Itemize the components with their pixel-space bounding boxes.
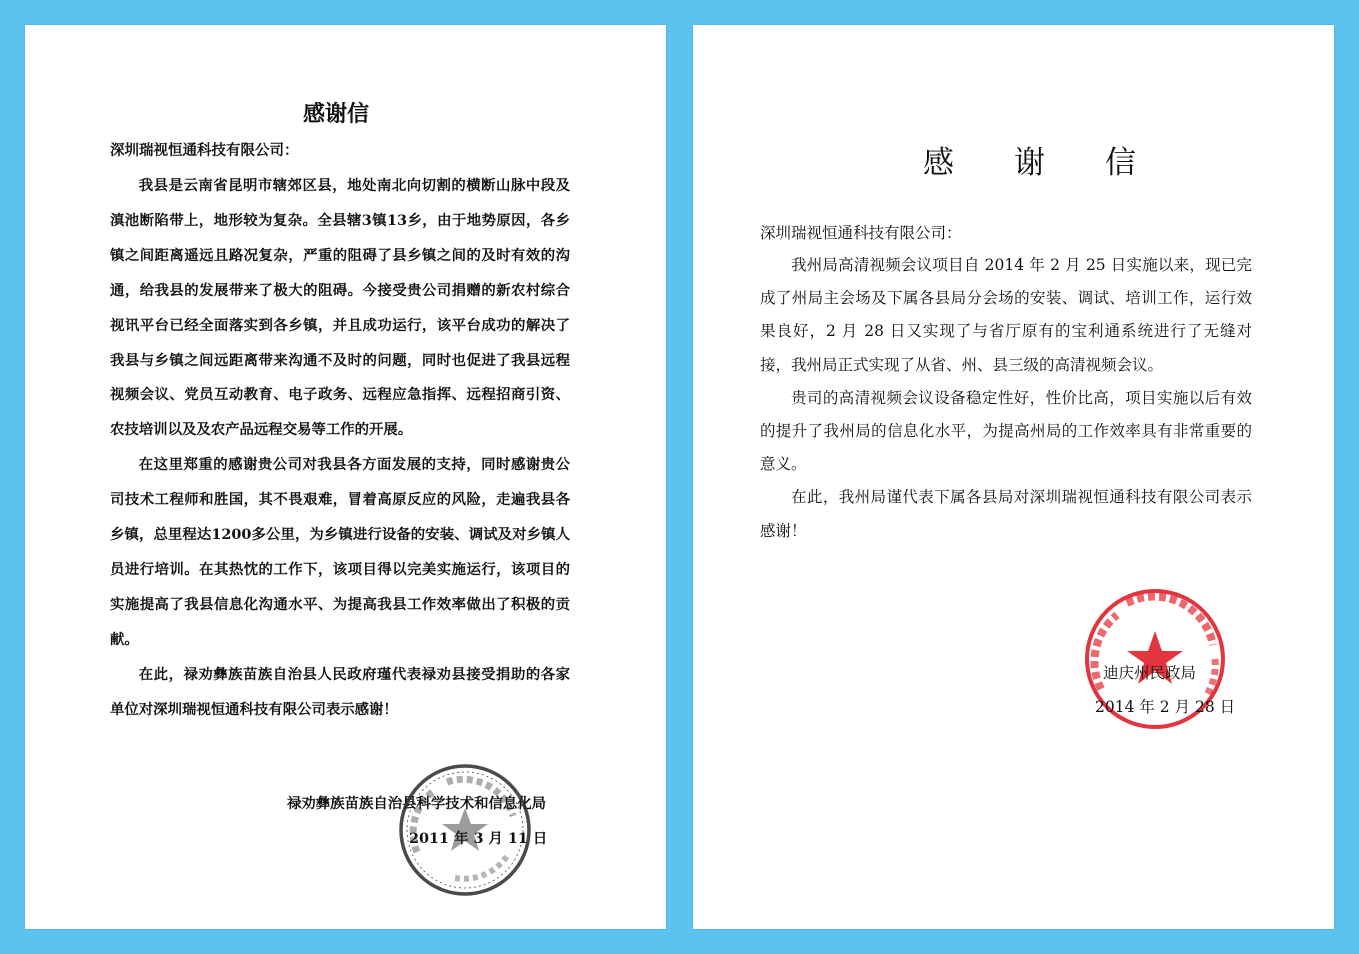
left-letter-page <box>25 25 666 929</box>
official-seal-icon <box>395 760 535 900</box>
letter-body <box>110 169 570 728</box>
right-letter-page <box>693 25 1334 929</box>
letter-signature <box>1095 661 1235 717</box>
signature-date: 2014 年 2 月 28 日 <box>1095 698 1236 716</box>
letter-paragraph-2: 贵司的高清视频会议设备稳定性好，性价比高，项目实施以后有效的提升了我州局的信息化水平，为提高州局的工作效率具有非常重要的意义。 <box>760 388 1252 474</box>
letter-body <box>760 249 1252 548</box>
letter-recipient: 深圳瑞视恒通科技有限公司： <box>110 142 299 159</box>
letter-paragraph-3: 在此，我州局谨代表下属各县局对深圳瑞视恒通科技有限公司表示感谢！ <box>760 488 1252 540</box>
letter-paragraph-2: 在这里郑重的感谢贵公司对我县各方面发展的支持，同时感谢贵公司技术工程师和胜国，其不畏艰难，冒着高原反应的风险，走遍我县各乡镇，总里程达1200多公里，为乡镇进行设备的安装、调试及对乡镇人员进行培训。在其热忱的工作下，该项目得以完美实施运行，该项目的实施提高了我县信息化沟通水平、为提高我县工作效率做出了积极的贡献。 <box>110 456 570 648</box>
signature-organization: 迪庆州民政局 <box>1103 664 1197 682</box>
letter-paragraph-3: 在此，禄劝彝族苗族自治县人民政府瑾代表禄劝县接受捐助的各家单位对深圳瑞视恒通科技有限公司表示感谢！ <box>110 665 570 718</box>
letter-paragraph-1: 我州局高清视频会议项目自 2014 年 2 月 25 日实施以来，现已完成了州局主会场及下属各县局分会场的安装、调试、培训工作，运行效果良好，2 月 28 日又实现了与省厅原有的宝利通系统进行了无缝对接，我州局正式实现了从省、州、县三级的高清视频会议。 <box>760 256 1252 374</box>
signature-date: 2011 年 3 月 11 日 <box>409 830 548 847</box>
letter-paragraph-1: 我县是云南省昆明市辖郊区县，地处南北向切割的横断山脉中段及滇池断陷带上，地形较为复杂。全县辖3镇13乡，由于地势原因，各乡镇之间距离遥远且路况复杂，严重的阻碍了县乡镇之间的及时有效的沟通，给我县的发展带来了极大的阻碍。今接受贵公司捐赠的新农村综合视讯平台已经全面落实到各乡镇，并且成功运行，该平台成功的解决了我县与乡镇之间远距离带来沟通不及时的问题，同时也促进了我县远程视频会议、党员互动教育、电子政务、远程应急指挥、远程招商引资、农技培训以及及农产品远程交易等工作的开展。 <box>110 177 570 439</box>
letter-recipient: 深圳瑞视恒通科技有限公司： <box>760 224 962 242</box>
letter-title: 感谢信 <box>923 145 1196 181</box>
signature-organization: 禄劝彝族苗族自治县科学技术和信息化局 <box>287 795 547 812</box>
letter-title: 感谢信 <box>302 101 369 127</box>
